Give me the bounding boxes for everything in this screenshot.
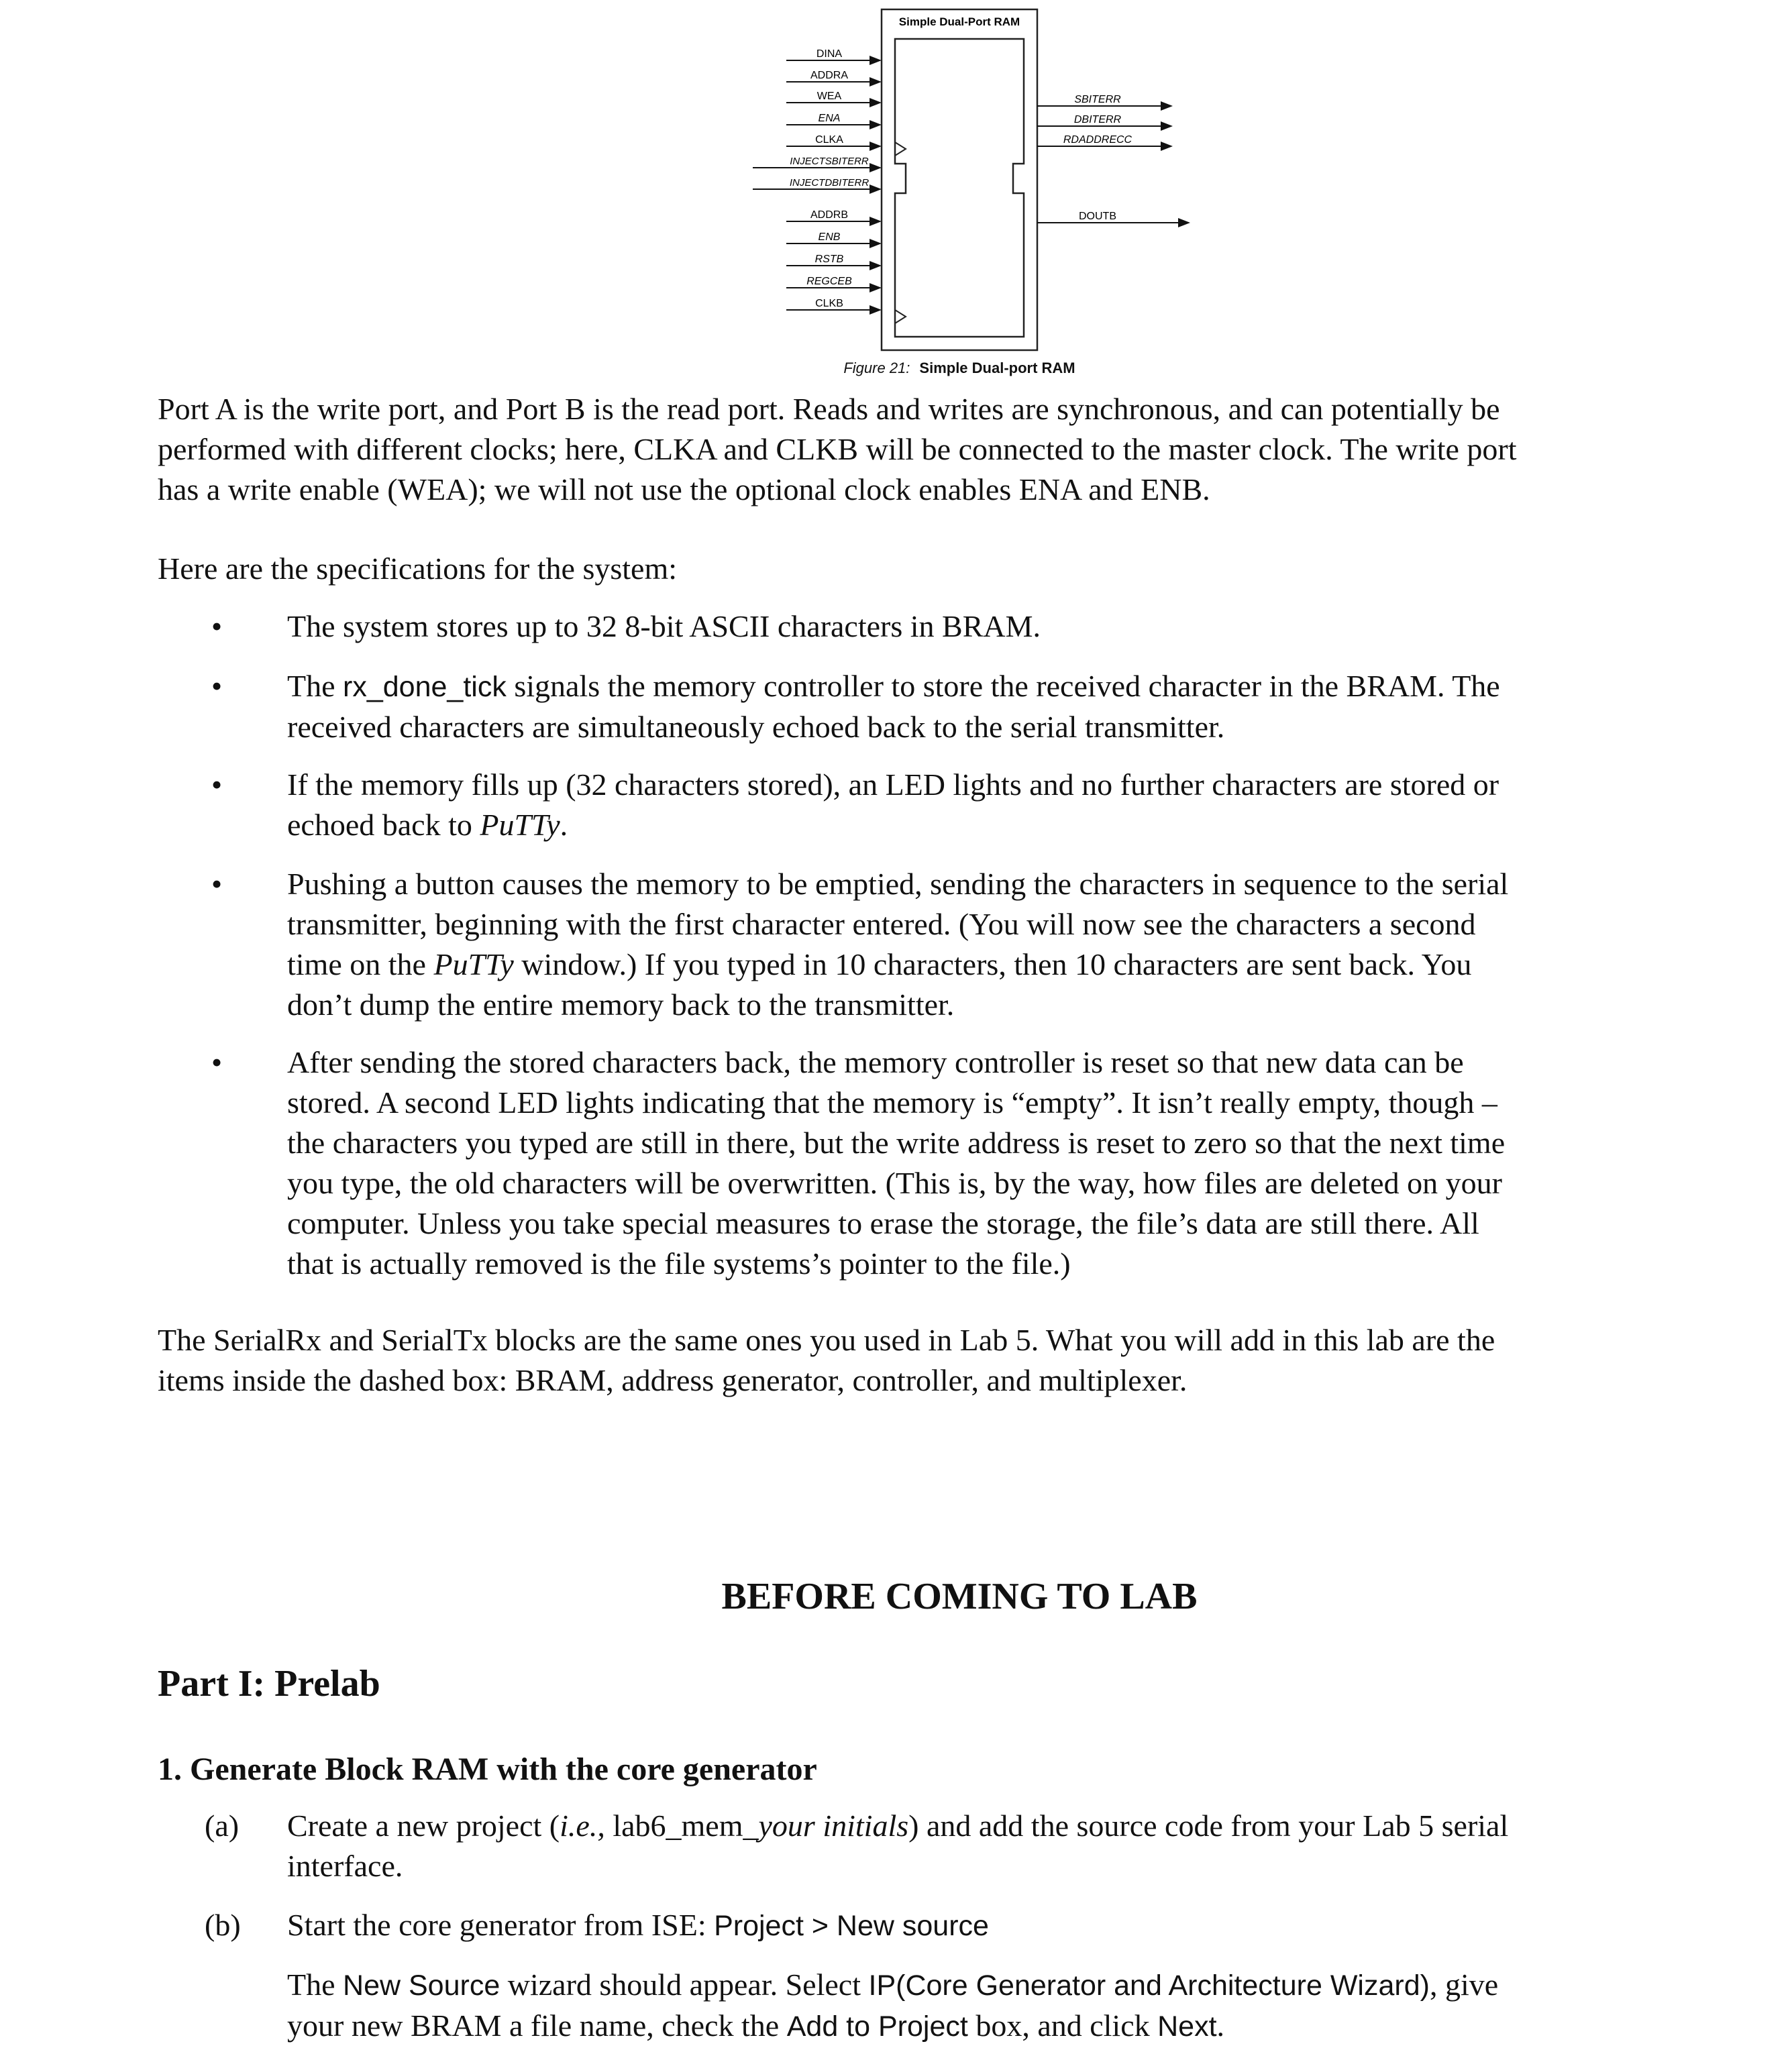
step-title: 1. Generate Block RAM with the core generator: [158, 1751, 817, 1787]
ui-term-add-to-project: Add to Project: [786, 2010, 968, 2043]
input-arrow: [869, 77, 882, 87]
substep-text: , give: [1429, 1967, 1499, 2002]
input-arrow: [869, 163, 882, 172]
closing-line: items inside the dashed box: BRAM, address generator, controller, and multiplexer.: [158, 1363, 1188, 1397]
substep-text: .: [1216, 2008, 1225, 2043]
ram-block-diagram: [725, 5, 1194, 354]
intro-paragraph: [158, 389, 1739, 510]
output-arrow: [1161, 121, 1173, 131]
bullet-text: .: [560, 808, 568, 842]
bullet-mark: •: [211, 1045, 223, 1079]
substep-text: wizard should appear. Select: [500, 1967, 869, 2002]
port-label-rdaddrecc: RDADDRECC: [1063, 134, 1132, 146]
bullet-text: don’t dump the entire memory back to the transmitter.: [287, 987, 955, 1022]
bullet-text: that is actually removed is the file systems’s pointer to the file.): [287, 1246, 1071, 1281]
closing-line: The SerialRx and SerialTx blocks are the same ones you used in Lab 5. What you will add in this lab are the: [158, 1323, 1495, 1357]
input-arrow: [869, 184, 882, 194]
bullet-text: signals the memory controller to store the received character in the BRAM. The: [506, 669, 1500, 703]
port-label-regceb: REGCEB: [806, 276, 852, 287]
input-arrow: [869, 261, 882, 270]
input-arrow: [869, 283, 882, 292]
port-label-enb: ENB: [818, 231, 841, 243]
substep-text: The: [287, 1967, 344, 2002]
substep-text: your new BRAM a file name, check the: [287, 2008, 787, 2043]
bullet-text: After sending the stored characters back, the memory controller is reset so that new data can be: [287, 1045, 1464, 1079]
bullet-item: [158, 765, 1739, 845]
substep-b: [158, 1905, 1739, 2047]
substep-text: box, and click: [967, 2008, 1158, 2043]
spec-heading: Here are the specifications for the system:: [158, 551, 678, 586]
substep-text: interface.: [287, 1849, 403, 1883]
bullet-item: [158, 666, 1739, 747]
input-arrow: [869, 120, 882, 129]
bullet-text: the characters you typed are still in there, but the write address is reset to zero so that the next time: [287, 1126, 1506, 1160]
caption-label: Figure 21:: [843, 360, 910, 376]
output-arrow: [1161, 101, 1173, 111]
ie-term: i.e.,: [560, 1808, 605, 1843]
ui-term-new-source: New Source: [343, 1969, 500, 2002]
port-label-doutb: DOUTB: [1079, 211, 1116, 222]
bullet-item: [158, 1042, 1739, 1284]
menu-path: Project > New source: [714, 1910, 989, 1942]
output-arrow: [1161, 142, 1173, 151]
port-label-addra: ADDRA: [810, 70, 849, 81]
port-label-clka: CLKA: [815, 134, 843, 146]
input-arrow: [869, 305, 882, 315]
port-label-ena: ENA: [818, 113, 841, 124]
ui-term-next: Next: [1157, 2010, 1217, 2043]
part-title: Part I: Prelab: [158, 1663, 380, 1705]
section-title: BEFORE COMING TO LAB: [721, 1576, 1198, 1617]
intro-line: has a write enable (WEA); we will not use the optional clock enables ENA and ENB.: [158, 472, 1210, 506]
bullet-text: stored. A second LED lights indicating that the memory is “empty”. It isn’t really empty, though –: [287, 1085, 1497, 1120]
port-label-injectdbiterr: INJECTDBITERR: [789, 177, 869, 188]
bullet-text: you type, the old characters will be overwritten. (This is, by the way, how files are deleted on your: [287, 1166, 1502, 1200]
intro-line: performed with different clocks; here, CLKA and CLKB will be connected to the master clock. The write port: [158, 432, 1517, 466]
port-label-wea: WEA: [816, 91, 842, 102]
port-label-injectsbiterr: INJECTSBITERR: [790, 156, 869, 167]
input-arrow: [869, 142, 882, 151]
putty-term: PuTTy: [480, 808, 560, 842]
intro-line: Port A is the write port, and Port B is the read port. Reads and writes are synchronous, and can potentially be: [158, 392, 1500, 426]
bullet-mark: •: [211, 669, 223, 703]
port-label-rstb: RSTB: [814, 254, 844, 265]
port-label-addrb: ADDRB: [810, 209, 849, 221]
figure-caption: [725, 360, 1194, 377]
input-arrow: [869, 239, 882, 248]
ram-inner-body: [895, 39, 1024, 337]
bullet-item: [158, 864, 1739, 1025]
input-arrow: [869, 98, 882, 107]
output-arrow: [1178, 218, 1190, 227]
input-arrow: [869, 56, 882, 65]
closing-paragraph: [158, 1320, 1739, 1401]
substep-text: Create a new project (: [287, 1808, 560, 1843]
bullet-text: transmitter, beginning with the first character entered. (You will now see the characters a second: [287, 907, 1476, 941]
code-term: rx_done_tick: [343, 671, 507, 703]
substep-text: Start the core generator from ISE:: [287, 1908, 715, 1942]
port-label-dina: DINA: [816, 48, 843, 60]
initials-term: your initials: [758, 1808, 909, 1843]
bullet-text: If the memory fills up (32 characters stored), an LED lights and no further characters are stored or: [287, 767, 1499, 802]
bullet-text: computer. Unless you take special measures to erase the storage, the file’s data are still there. All: [287, 1206, 1479, 1240]
input-arrow: [869, 217, 882, 226]
substep-text: lab6_mem_: [604, 1808, 759, 1843]
bullet-text: echoed back to: [287, 808, 480, 842]
substep-label: (b): [205, 1908, 241, 1942]
bullet-text: time on the: [287, 947, 434, 981]
ui-term-ip-core: IP(Core Generator and Architecture Wizard): [868, 1969, 1430, 2002]
port-label-sbiterr: SBITERR: [1074, 94, 1121, 105]
bullet-text: The system stores up to 32 8-bit ASCII characters in BRAM.: [287, 609, 1041, 643]
port-label-dbiterr: DBITERR: [1073, 114, 1122, 125]
putty-term: PuTTy: [433, 947, 514, 981]
bullet-text: received characters are simultaneously echoed back to the serial transmitter.: [287, 710, 1225, 744]
bullet-mark: •: [211, 767, 223, 802]
bullet-mark: •: [211, 609, 223, 643]
bullet-item: [158, 606, 1739, 647]
caption-title: Simple Dual-port RAM: [919, 360, 1075, 376]
bullet-text: The: [287, 669, 344, 703]
substep-label: (a): [205, 1808, 240, 1843]
port-label-clkb: CLKB: [815, 298, 843, 309]
substep-a: [158, 1806, 1739, 1886]
bullet-text: window.) If you typed in 10 characters, then 10 characters are sent back. You: [513, 947, 1472, 981]
bullet-text: Pushing a button causes the memory to be emptied, sending the characters in sequence to the serial: [287, 867, 1509, 901]
substep-text: ) and add the source code from your Lab 5 serial: [908, 1808, 1509, 1843]
bullet-mark: •: [211, 867, 223, 901]
ram-box-title: Simple Dual-Port RAM: [898, 15, 1020, 28]
dual-port-ram-figure: [725, 5, 1194, 354]
